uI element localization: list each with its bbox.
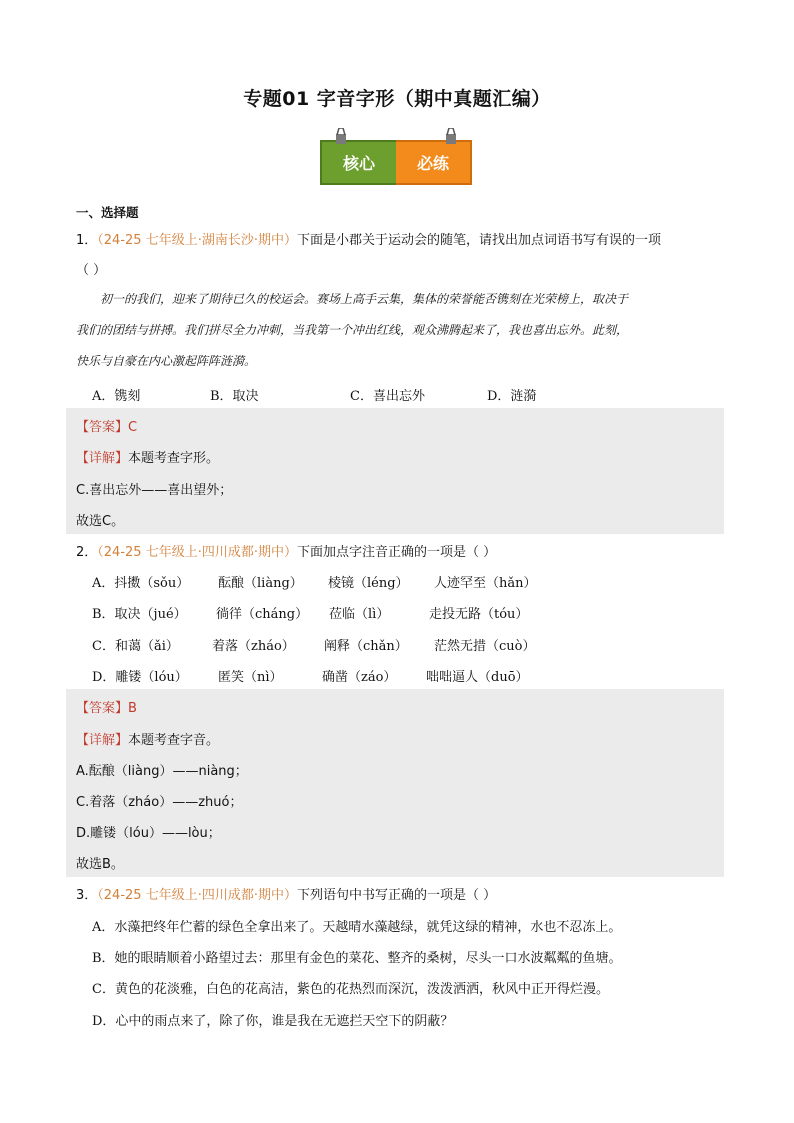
detail-text: 本题考查字形。 xyxy=(128,451,220,466)
option-item: 莅临（lì） xyxy=(329,607,390,622)
badge-right-label: 必练 xyxy=(396,140,472,185)
question-number: 3． xyxy=(76,888,98,903)
option-c: C．喜出忘外 xyxy=(350,389,425,404)
option-item: B．取决（jué） xyxy=(92,607,187,622)
option-item: 人迹罕至（hǎn） xyxy=(434,576,537,591)
option-item: A．抖擞（sǒu） xyxy=(92,576,190,591)
option-item: 咄咄逼人（duō） xyxy=(426,670,529,685)
question-2-stem xyxy=(76,541,496,560)
page-title: 专题01 字音字形（期中真题汇编） xyxy=(243,88,551,110)
question-number: 2． xyxy=(76,545,98,560)
explanation-line: C.着落（zháo）——zhuó； xyxy=(76,795,243,810)
question-source: （24-25 七年级上·四川成都·期中） xyxy=(97,545,297,560)
binder-clip-icon xyxy=(334,128,348,146)
passage-line: 初一的我们，迎来了期待已久的校运会。赛场上高手云集，集体的荣誉能否镌刻在光荣榜上，取决于 xyxy=(100,292,629,306)
question-text: 下面是小郡关于运动会的随笔，请找出加点词语书写有误的一项 xyxy=(296,233,661,248)
option-item: 茫然无措（cuò） xyxy=(434,639,536,654)
question-3-option-d: D．心中的雨点来了，除了你，谁是我在无遮拦天空下的阴蔽？ xyxy=(92,1014,454,1029)
option-item: D．雕镂（lóu） xyxy=(92,670,188,685)
answer-value: B xyxy=(128,701,137,716)
question-number: 1． xyxy=(76,233,98,248)
question-3-option-b: B．她的眼睛顺着小路望过去：那里有金色的菜花、整齐的桑树，尽头一口水波粼粼的鱼塘。 xyxy=(92,951,622,966)
option-item: 徜徉（cháng） xyxy=(216,607,309,622)
question-text: 下面加点字注音正确的一项是（ ） xyxy=(296,545,497,560)
question-2-option-d xyxy=(92,666,529,685)
option-item: 着落（zháo） xyxy=(212,639,295,654)
detail-tag: 【详解】 xyxy=(76,451,129,466)
option-item: 阐释（chǎn） xyxy=(324,639,408,654)
question-2-option-c xyxy=(92,635,535,654)
question-3-stem xyxy=(76,884,496,903)
answer-tag: 【答案】 xyxy=(76,420,129,435)
answer-line xyxy=(76,416,137,435)
option-item: 酝酿（liàng） xyxy=(218,576,303,591)
option-item: 走投无路（tóu） xyxy=(429,607,529,622)
badge-left-label: 核心 xyxy=(320,140,396,185)
question-3-option-c: C．黄色的花淡雅，白色的花高洁，紫色的花热烈而深沉，泼泼洒洒，秋风中正开得烂漫。 xyxy=(92,982,609,997)
core-practice-badge xyxy=(320,140,472,185)
question-2-option-b xyxy=(92,603,528,622)
passage-line: 快乐与自豪在内心激起阵阵涟漪。 xyxy=(76,354,257,368)
detail-line xyxy=(76,729,219,748)
answer-line xyxy=(76,697,137,716)
question-1-passage xyxy=(76,284,726,377)
explanation-line: A.酝酿（liàng）——niàng； xyxy=(76,764,248,779)
question-text: 下列语句中书写正确的一项是（ ） xyxy=(296,888,497,903)
explanation-line: D.雕镂（lóu）——lòu； xyxy=(76,826,221,841)
section-heading: 一、选择题 xyxy=(76,205,139,220)
question-3-option-a: A．水藻把终年伫蓄的绿色全拿出来了。天越晴水藻越绿，就凭这绿的精神，水也不忍冻上。 xyxy=(92,920,622,935)
detail-text: 本题考查字音。 xyxy=(128,733,220,748)
question-source: （24-25 七年级上·四川成都·期中） xyxy=(97,888,297,903)
question-1-paren: （ ） xyxy=(76,263,107,278)
question-1-options xyxy=(92,385,536,404)
question-2-option-a xyxy=(92,572,537,591)
option-item: 棱镜（léng） xyxy=(328,576,409,591)
binder-clip-icon xyxy=(444,128,458,146)
answer-box xyxy=(66,689,724,877)
option-item: 匿笑（nì） xyxy=(218,670,283,685)
option-b: B．取决 xyxy=(210,389,259,404)
question-1-stem xyxy=(76,229,661,248)
explanation-line: 故选C。 xyxy=(76,514,125,529)
answer-value: C xyxy=(128,420,138,435)
explanation-line: C.喜出忘外——喜出望外； xyxy=(76,483,233,498)
explanation-line: 故选B。 xyxy=(76,857,124,872)
option-item: 确凿（záo） xyxy=(322,670,397,685)
answer-tag: 【答案】 xyxy=(76,701,129,716)
answer-box xyxy=(66,408,724,534)
option-item: C．和蔼（ǎi） xyxy=(92,639,179,654)
passage-line: 我们的团结与拼搏。我们拼尽全力冲刺，当我第一个冲出红线，观众沸腾起来了，我也喜出忘外。此刻， xyxy=(76,323,629,337)
detail-tag: 【详解】 xyxy=(76,733,129,748)
question-source: （24-25 七年级上·湖南长沙·期中） xyxy=(97,233,297,248)
option-a: A．镌刻 xyxy=(92,389,141,404)
option-d: D．涟漪 xyxy=(487,389,537,404)
detail-line xyxy=(76,447,219,466)
